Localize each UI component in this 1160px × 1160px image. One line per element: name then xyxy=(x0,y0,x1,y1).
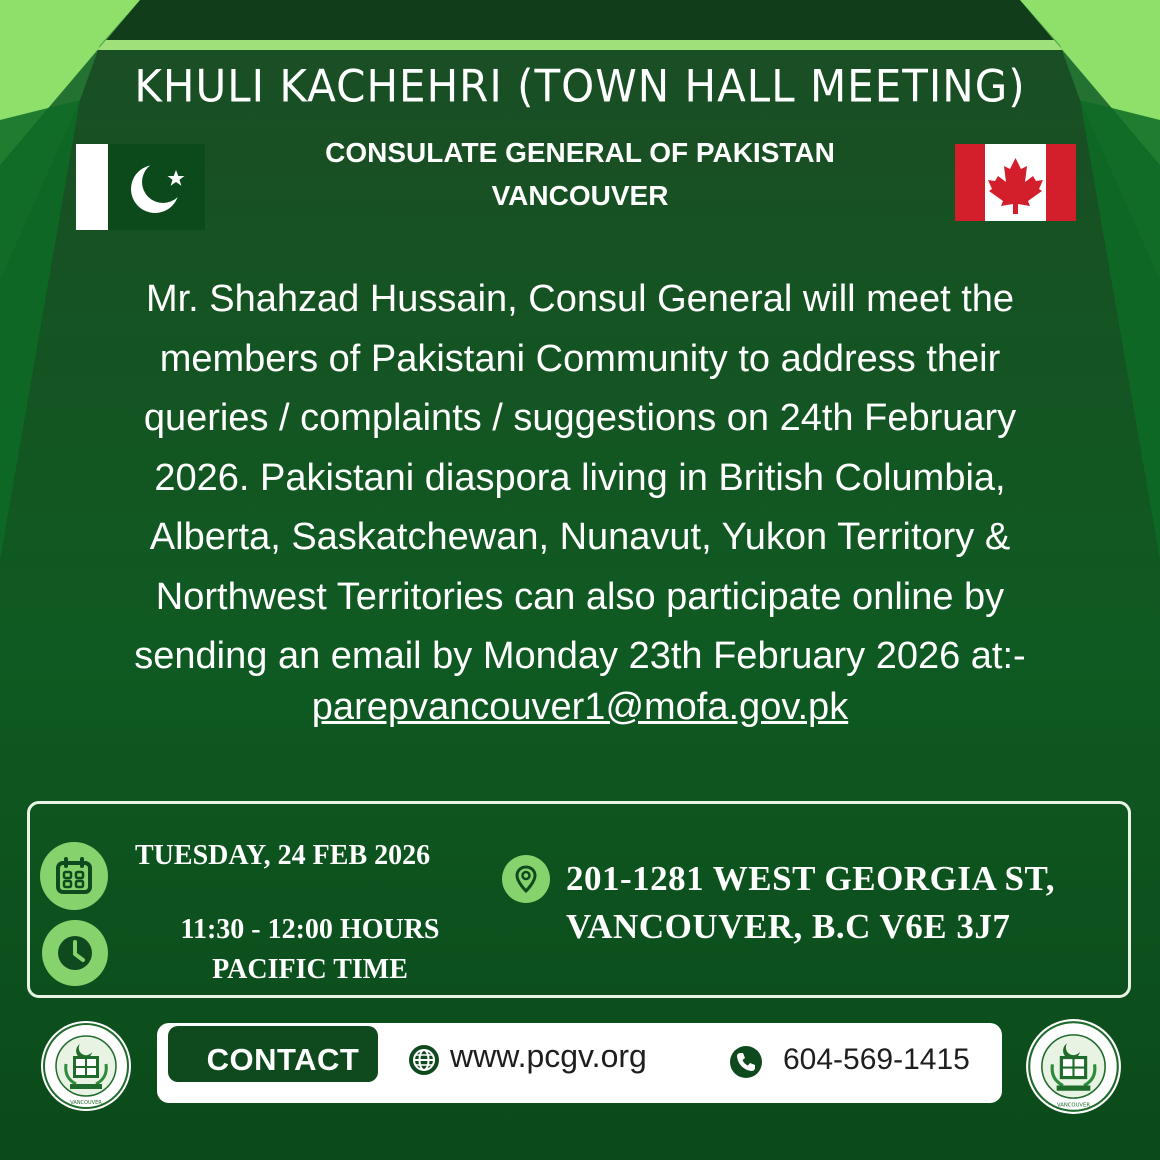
announcement-line: Mr. Shahzad Hussain, Consul General will meet the xyxy=(145,278,1015,320)
pakistan-flag-icon xyxy=(76,144,205,230)
email-link[interactable]: parepvancouver1@mofa.gov.pk xyxy=(311,686,849,728)
calendar-icon xyxy=(40,842,108,910)
announcement-line: sending an email by Monday 23th February 2026 at:- xyxy=(134,635,1026,677)
announcement-text xyxy=(40,270,1120,687)
event-date: TUESDAY, 24 FEB 2026 xyxy=(135,840,431,871)
canada-flag-icon xyxy=(955,144,1076,221)
phone-icon xyxy=(729,1045,763,1079)
event-time-zone: PACIFIC TIME xyxy=(212,954,408,985)
subtitle-city: VANCOUVER xyxy=(491,180,669,211)
announcement-line: queries / complaints / suggestions on 24th February xyxy=(143,397,1017,439)
announcement-line: Northwest Territories can also participate online by xyxy=(155,575,1005,618)
consulate-seal-right-icon xyxy=(1025,1018,1122,1115)
announcement-line: members of Pakistani Community to address their xyxy=(159,337,1001,380)
seal-city-text: VANCOUVER xyxy=(70,1100,102,1106)
announcement-line: Alberta, Saskatchewan, Nunavut, Yukon Territory & xyxy=(149,516,1011,558)
globe-icon xyxy=(408,1044,440,1076)
event-address xyxy=(566,855,1055,951)
page-title: KHULI KACHEHRI (TOWN HALL MEETING) xyxy=(134,60,1026,113)
contact-label: CONTACT xyxy=(206,1042,360,1077)
address-line-2: VANCOUVER, B.C V6E 3J7 xyxy=(566,907,1011,946)
event-time xyxy=(160,910,460,990)
consulate-seal-left-icon xyxy=(40,1020,132,1112)
subtitle-organization: CONSULATE GENERAL OF PAKISTAN xyxy=(325,137,835,168)
location-pin-icon xyxy=(502,855,550,903)
phone-number[interactable]: 604-569-1415 xyxy=(783,1043,970,1076)
clock-icon xyxy=(42,920,108,986)
address-line-1: 201-1281 WEST GEORGIA ST, xyxy=(566,859,1056,898)
event-time-hours: 11:30 - 12:00 HOURS xyxy=(180,914,440,945)
seal-city-text: VANCOUVER xyxy=(1056,1102,1091,1109)
website-link[interactable]: www.pcgv.org xyxy=(450,1038,647,1074)
announcement-line: 2026. Pakistani diaspora living in British Columbia, xyxy=(154,456,1006,499)
